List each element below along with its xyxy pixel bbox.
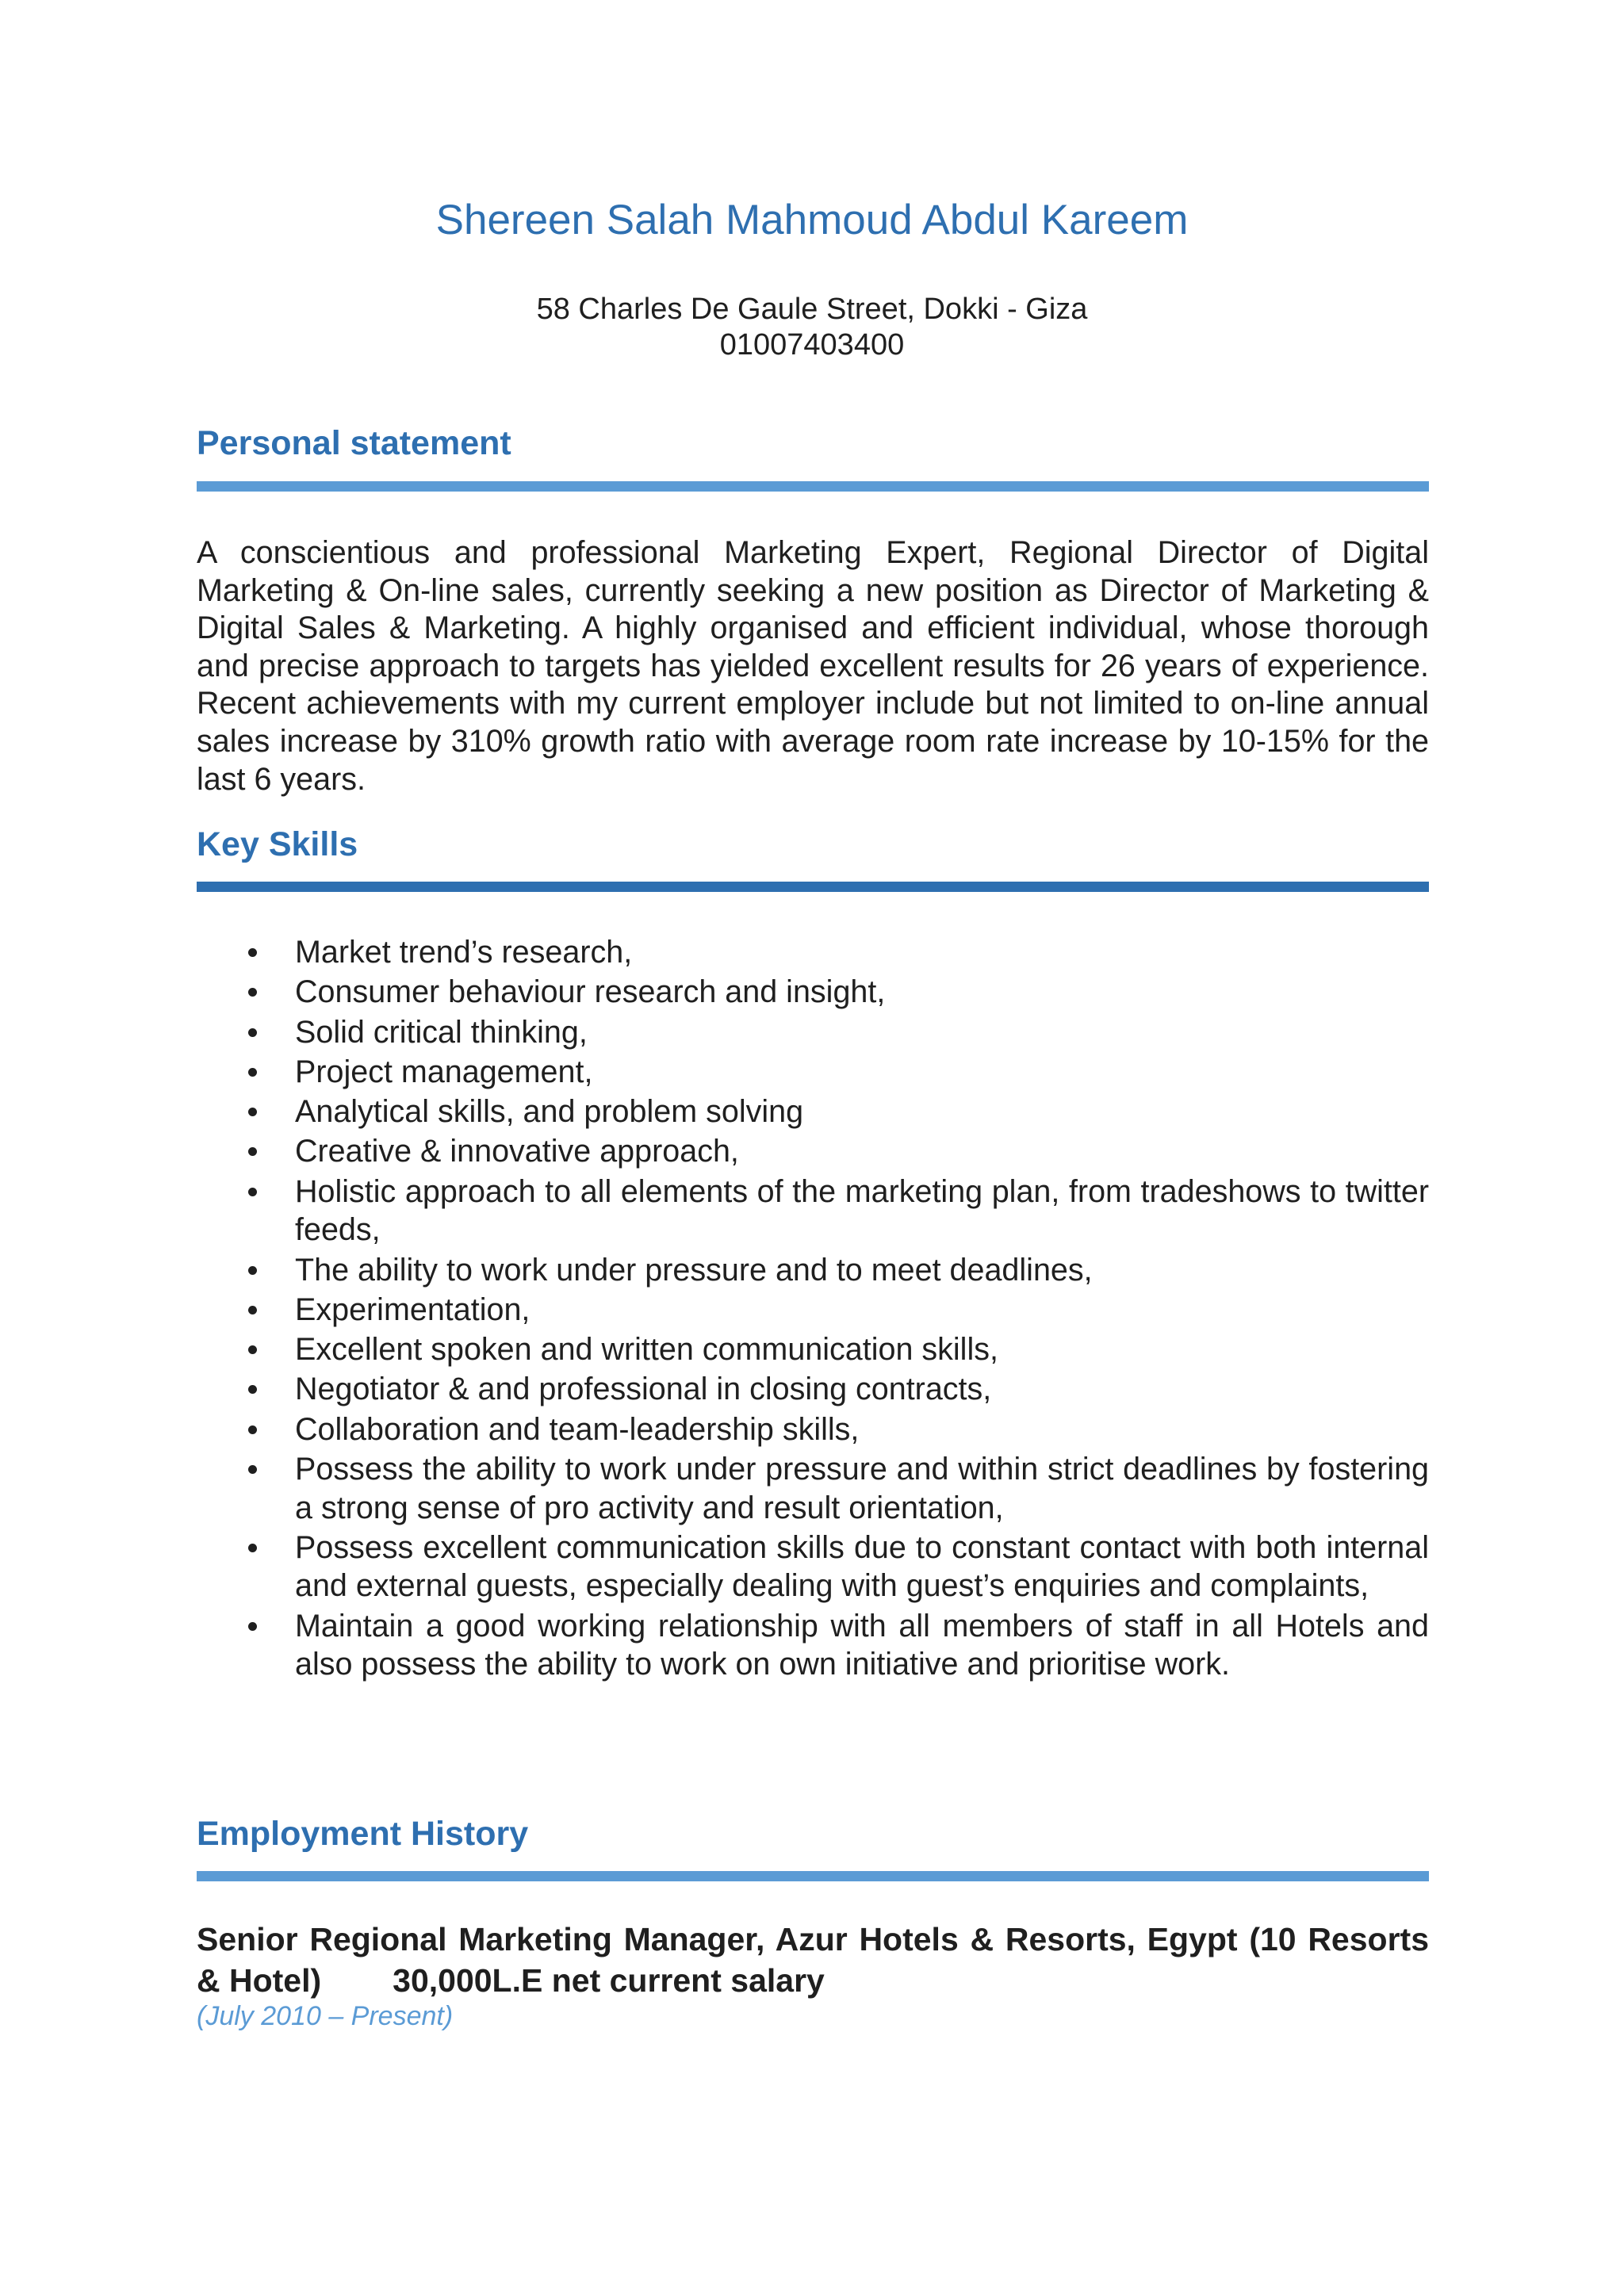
- skill-item: [197, 1053, 1429, 1092]
- employment-history-rule: [197, 1871, 1429, 1881]
- employment-history-heading: Employment History: [197, 1815, 529, 1853]
- bullet-icon: [248, 1188, 257, 1196]
- personal-statement-heading: Personal statement: [197, 424, 511, 462]
- skill-item: [197, 1173, 1429, 1249]
- skill-item: [197, 1529, 1429, 1605]
- skill-item: [197, 1251, 1429, 1290]
- skill-item: [197, 1450, 1429, 1527]
- bullet-icon: [248, 1068, 257, 1077]
- job-title-text: Senior Regional Marketing Manager, Azur Hotels & Resorts, Egypt (10 Resorts & Hotel): [197, 1921, 1429, 1999]
- skill-item: [197, 1132, 1429, 1171]
- skill-text: Experimentation,: [295, 1292, 530, 1327]
- skill-text: Consumer behaviour research and insight,: [295, 974, 886, 1010]
- skill-text: Project management,: [295, 1054, 593, 1089]
- contact-block: [0, 292, 1624, 363]
- skill-item: [197, 1607, 1429, 1684]
- key-skills-list: [197, 933, 1429, 1685]
- skill-text: Creative & innovative approach,: [295, 1134, 739, 1169]
- bullet-icon: [248, 1266, 257, 1275]
- skill-text: Negotiator & and professional in closing contracts,: [295, 1372, 992, 1407]
- personal-statement-text: A conscientious and professional Marketing Expert, Regional Director of Digital Marketing & On-line sales, currently seeking a new position as Director of Marketing & Digital Sales & Marketing. A highly organised and efficient individual, whose thorough and precise approach to targets has yielded excellent results for 26 years of experience. Recent achievements with my current employer include but not limited to on-line annual sales increase by 310% growth ratio with average room rate increase by 10-15% for the last 6 years.: [197, 535, 1429, 797]
- bullet-icon: [248, 1465, 257, 1474]
- skill-text: Excellent spoken and written communication skills,: [295, 1332, 998, 1368]
- skill-item: [197, 1410, 1429, 1449]
- skill-item: [197, 1093, 1429, 1131]
- job-salary: 30,000L.E net current salary: [393, 1962, 825, 1999]
- bullet-icon: [248, 1108, 257, 1116]
- bullet-icon: [248, 948, 257, 957]
- bullet-icon: [248, 1147, 257, 1156]
- key-skills-heading: Key Skills: [197, 825, 358, 863]
- skill-text: Holistic approach to all elements of the marketing plan, from tradeshows to twitter feeds,: [295, 1173, 1429, 1248]
- bullet-icon: [248, 1425, 257, 1434]
- skill-item: [197, 1370, 1429, 1409]
- bullet-icon: [248, 988, 257, 997]
- candidate-name: Shereen Salah Mahmoud Abdul Kareem: [435, 197, 1189, 243]
- job-title: [197, 1919, 1429, 2001]
- skill-item: [197, 1291, 1429, 1330]
- key-skills-rule: [197, 882, 1429, 892]
- skill-text: Market trend’s research,: [295, 935, 633, 970]
- job-dates: (July 2010 – Present): [197, 2001, 454, 2031]
- bullet-icon: [248, 1622, 257, 1631]
- skill-text: Possess excellent communication skills due to constant contact with both internal and external guests, especially dealing with guest’s enquiries and complaints,: [295, 1529, 1429, 1604]
- skill-text: Solid critical thinking,: [295, 1014, 588, 1050]
- skill-text: The ability to work under pressure and to meet deadlines,: [295, 1252, 1093, 1288]
- skill-text: Collaboration and team-leadership skills,: [295, 1411, 860, 1447]
- skill-text: Possess the ability to work under pressure and within strict deadlines by fostering a strong sense of pro activity and result orientation,: [295, 1452, 1429, 1525]
- bullet-icon: [248, 1028, 257, 1037]
- phone-line: 01007403400: [719, 328, 905, 362]
- bullet-icon: [248, 1385, 257, 1394]
- skill-item: [197, 1013, 1429, 1052]
- bullet-icon: [248, 1345, 257, 1354]
- personal-statement-rule: [197, 481, 1429, 492]
- address-line: 58 Charles De Gaule Street, Dokki - Giza: [536, 293, 1088, 326]
- skill-item: [197, 933, 1429, 972]
- bullet-icon: [248, 1544, 257, 1552]
- bullet-icon: [248, 1306, 257, 1314]
- skill-text: Analytical skills, and problem solving: [295, 1094, 804, 1130]
- skill-item: [197, 1330, 1429, 1369]
- skill-text: Maintain a good working relationship with all members of staff in all Hotels and also possess the ability to work on own initiative and prioritise work.: [295, 1608, 1429, 1682]
- skill-item: [197, 973, 1429, 1012]
